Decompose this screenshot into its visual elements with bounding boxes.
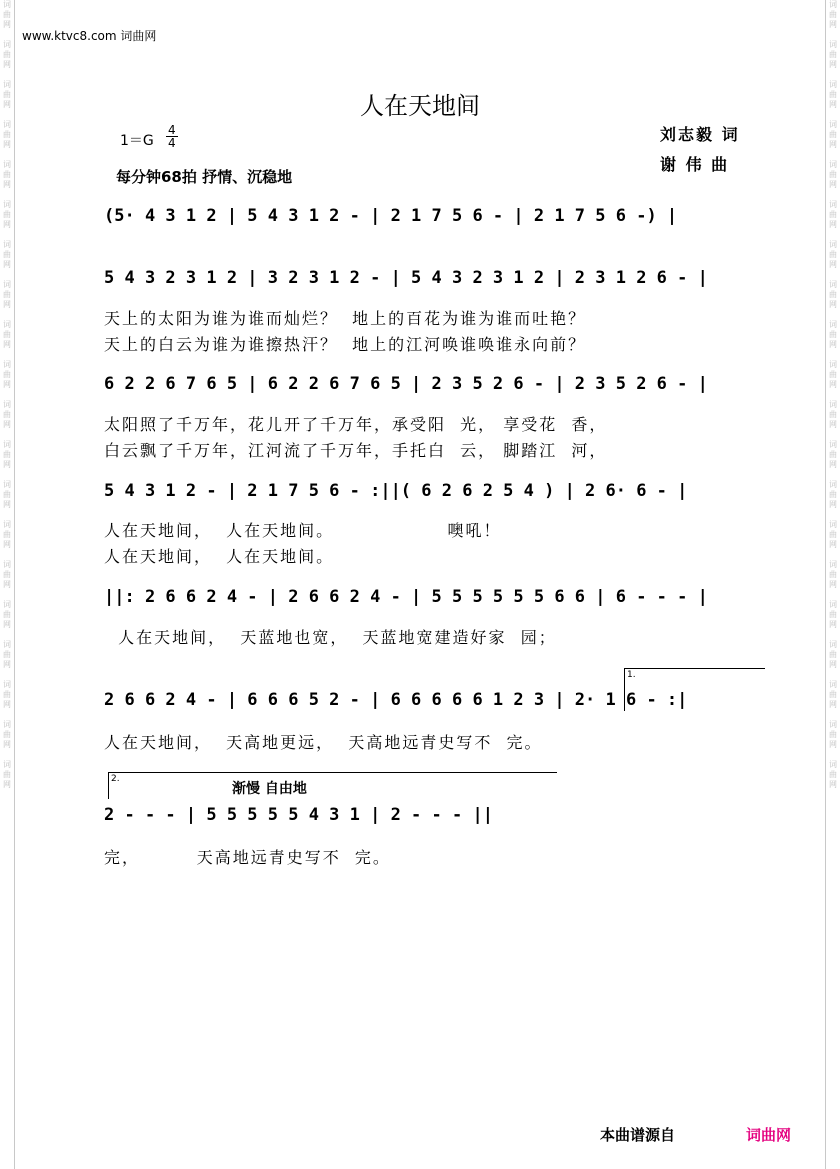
time-signature — [166, 124, 178, 149]
lyrics-line: 太阳照了千万年，花儿开了千万年，承受阳 光， 享受花 香， — [104, 415, 608, 434]
lyrics-line: 天上的太阳为谁为谁而灿烂？ 地上的百花为谁为谁而吐艳？ — [104, 309, 587, 328]
key-signature: 1＝G — [120, 133, 154, 149]
lyrics-line: 完， 天高地远青史写不 完。 — [104, 848, 391, 867]
score-system-6-notes: 2 6 6 2 4 - | 6 6 6 5 2 - | 6 6 6 6 6 1 2 3 | 2· 1 6 - :| — [104, 690, 688, 710]
right-watermark-strip: 词 曲 网 词 曲 网 词 曲 网 词 曲 网 词 曲 网 词 曲 网 词 曲 网 词 曲 网 词 曲 网 词 曲 网 词 曲 网 词 曲 网 词 曲 网 词 曲 网 词 曲 网 词 曲 网 词 曲 网 词 曲 网 词 曲 网 词 曲 网 — [825, 0, 840, 1169]
score-system-3-notes: 6 2 2 6 7 6 5 | 6 2 2 6 7 6 5 | 2 3 5 2 6 - | 2 3 5 2 6 - | — [104, 374, 708, 394]
lyrics-line: 人在天地间， 人在天地间。 噢吼！ — [104, 521, 502, 540]
volta-1-label: 1. — [627, 670, 636, 680]
lyrics-line: 人在天地间， 天蓝地也宽， 天蓝地宽建造好家 园； — [104, 628, 557, 647]
left-watermark-strip: 词 曲 网 词 曲 网 词 曲 网 词 曲 网 词 曲 网 词 曲 网 词 曲 网 词 曲 网 词 曲 网 词 曲 网 词 曲 网 词 曲 网 词 曲 网 词 曲 网 词 曲 网 词 曲 网 词 曲 网 词 曲 网 词 曲 网 词 曲 网 — [0, 0, 15, 1169]
song-title: 人在天地间 — [360, 92, 480, 120]
volta-2-label: 2. — [111, 774, 120, 784]
lyrics-line: 白云飘了千万年，江河流了千万年，手托白 云， 脚踏江 河， — [104, 441, 608, 460]
tempo-marking: 每分钟68拍 抒情、沉稳地 — [116, 168, 293, 186]
source-label: 本曲谱源自 — [600, 1126, 676, 1144]
lyrics-line: 人在天地间， 天高地更远， 天高地远青史写不 完。 — [104, 733, 543, 752]
expression-marking: 渐慢 自由地 — [232, 781, 307, 797]
score-system-7-notes: 2 - - - | 5 5 5 5 5 4 3 1 | 2 - - - || — [104, 805, 493, 825]
brand-link[interactable]: 词曲网 — [746, 1126, 792, 1144]
lyrics-line: 天上的白云为谁为谁擦热汗？ 地上的江河唤谁唤谁永向前？ — [104, 335, 587, 354]
time-sig-bottom: 4 — [168, 136, 176, 150]
lyricist-credit: 刘志毅 词 — [660, 125, 740, 144]
time-sig-top: 4 — [168, 123, 176, 137]
lyrics-line: 人在天地间， 人在天地间。 — [104, 547, 335, 566]
score-system-1-notes: (5· 4 3 1 2 | 5 4 3 1 2 - | 2 1 7 5 6 - | 2 1 7 5 6 -) | — [104, 206, 678, 226]
score-system-5-notes: ||: 2 6 6 2 4 - | 2 6 6 2 4 - | 5 5 5 5 5 5 6 6 | 6 - - - | — [104, 587, 708, 607]
score-system-4-notes: 5 4 3 1 2 - | 2 1 7 5 6 - :||( 6 2 6 2 5 4 ) | 2 6· 6 - | — [104, 481, 688, 501]
composer-credit: 谢 伟 曲 — [660, 155, 730, 174]
score-system-2-notes: 5 4 3 2 3 1 2 | 3 2 3 1 2 - | 5 4 3 2 3 1 2 | 2 3 1 2 6 - | — [104, 268, 708, 288]
second-ending-bracket — [108, 772, 557, 799]
site-url[interactable]: www.ktvc8.com 词曲网 — [22, 29, 157, 43]
